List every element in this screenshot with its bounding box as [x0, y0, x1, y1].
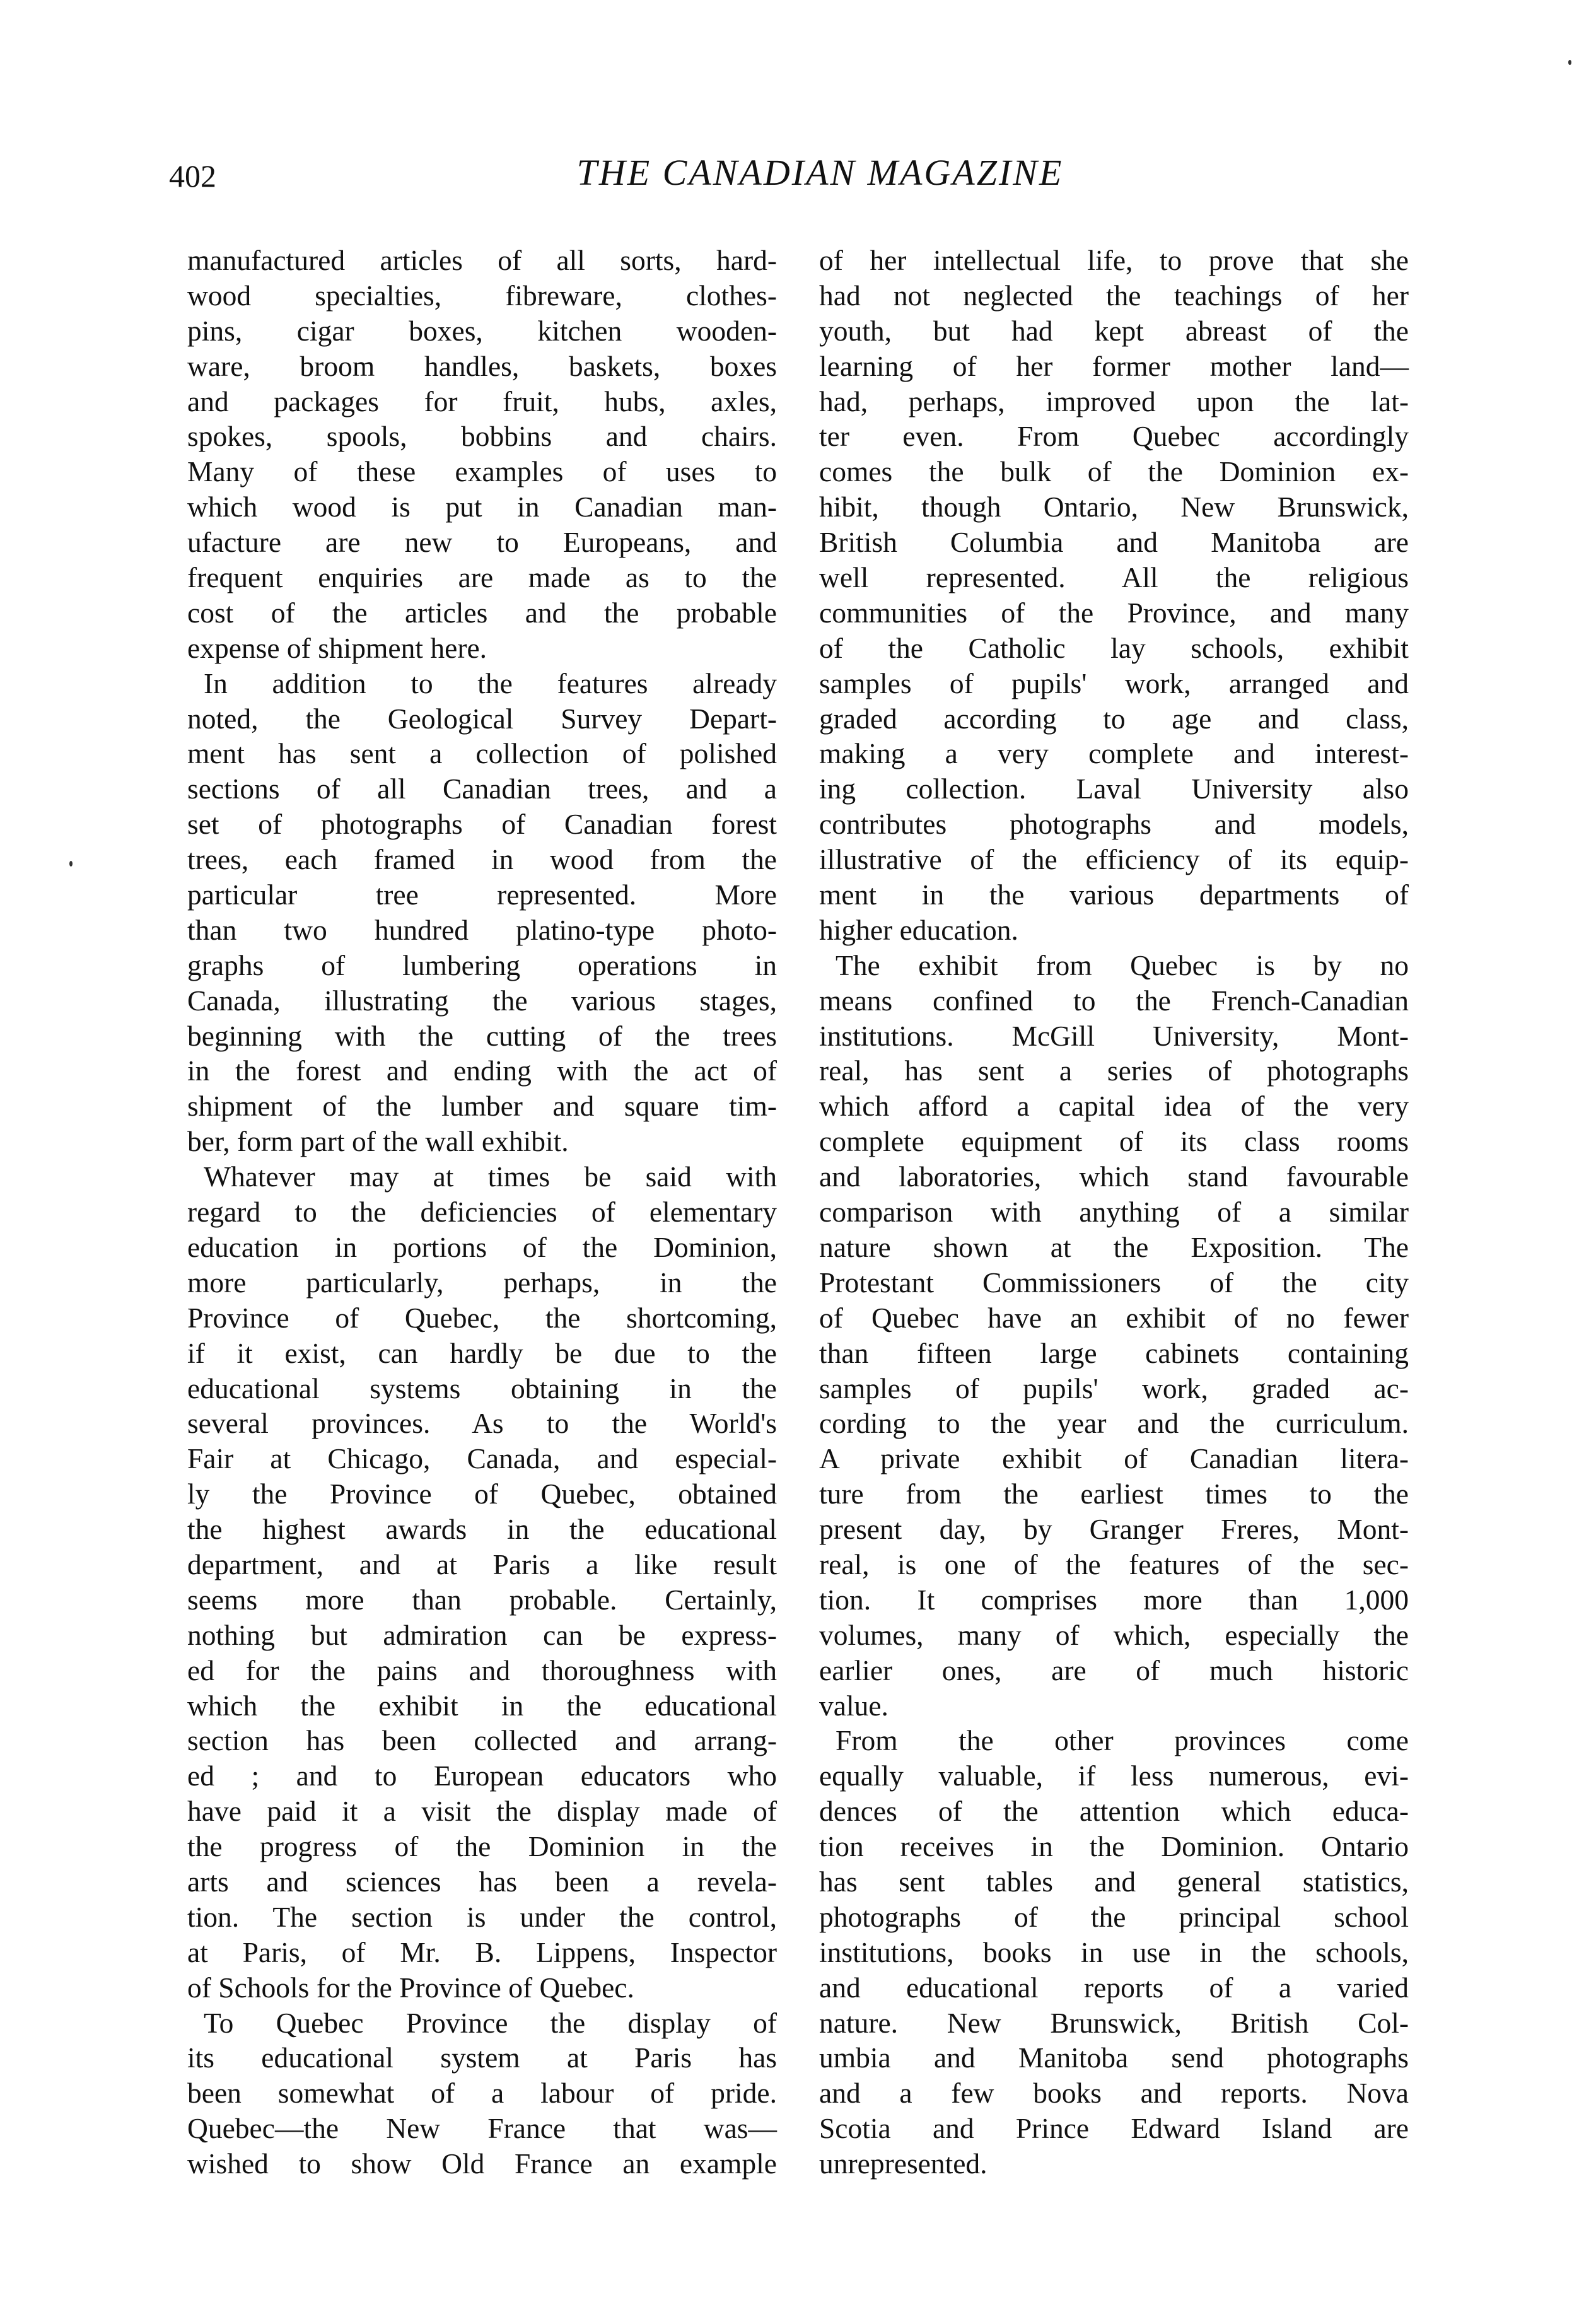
text-line: cording to the year and the curriculum. [819, 1407, 1409, 1440]
text-line: and laboratories, which stand favourable [819, 1160, 1409, 1193]
text-line: nature. New Brunswick, British Col- [819, 2006, 1409, 2039]
paragraph [187, 243, 777, 666]
text-line: frequent enquiries are made as to the [187, 561, 777, 594]
text-line: had, perhaps, improved upon the lat- [819, 385, 1409, 418]
text-line: Fair at Chicago, Canada, and especial- [187, 1442, 777, 1475]
text-line: of her intellectual life, to prove that she [819, 244, 1409, 276]
text-line: youth, but had kept abreast of the [819, 314, 1409, 347]
text-line: graphs of lumbering operations in [187, 949, 777, 981]
text-line: of the Catholic lay schools, exhibit [819, 631, 1409, 664]
text-line: real, is one of the features of the sec- [819, 1548, 1409, 1580]
text-line: illustrative of the efficiency of its equip- [819, 843, 1409, 876]
text-line: section has been collected and arrang- [187, 1724, 777, 1757]
text-line: Protestant Commissioners of the city [819, 1266, 1409, 1299]
text-line: has sent tables and general statistics, [819, 1865, 1409, 1898]
text-line: volumes, many of which, especially the [819, 1618, 1409, 1651]
text-line: beginning with the cutting of the trees [187, 1019, 777, 1052]
text-line: A private exhibit of Canadian litera- [819, 1442, 1409, 1475]
text-line: British Columbia and Manitoba are [819, 526, 1409, 559]
paragraph [187, 2006, 777, 2181]
text-line: trees, each framed in wood from the [187, 843, 777, 876]
text-line: graded according to age and class, [819, 702, 1409, 735]
text-line: than two hundred platino-type photo- [187, 913, 777, 946]
text-line: present day, by Granger Freres, Mont- [819, 1513, 1409, 1546]
text-line: In addition to the features already [204, 667, 777, 699]
text-line: wood specialties, fibreware, clothes- [187, 279, 777, 312]
text-line: at Paris, of Mr. B. Lippens, Inspector [187, 1936, 777, 1968]
text-line: ber, form part of the wall exhibit. [187, 1125, 569, 1158]
text-line: have paid it a visit the display made of [187, 1795, 777, 1828]
text-line: particular tree represented. More [187, 879, 777, 911]
text-line: ed ; and to European educators who [187, 1760, 777, 1792]
text-line: value. [819, 1689, 888, 1722]
text-line: ufacture are new to Europeans, and [187, 526, 777, 559]
text-line: samples of pupils' work, graded ac- [819, 1372, 1409, 1404]
text-line: Whatever may at times be said with [204, 1160, 777, 1193]
text-line: ter even. From Quebec accordingly [819, 420, 1409, 453]
text-line: learning of her former mother land— [819, 349, 1409, 382]
text-line: nature shown at the Exposition. The [819, 1230, 1409, 1263]
text-line: From the other provinces come [836, 1724, 1409, 1757]
text-line: Quebec—the New France that was— [187, 2112, 777, 2145]
text-line: education in portions of the Dominion, [187, 1230, 777, 1263]
text-line: manufactured articles of all sorts, hard- [187, 244, 777, 276]
text-line: of Quebec have an exhibit of no fewer [819, 1301, 1409, 1334]
text-line: comes the bulk of the Dominion ex- [819, 455, 1409, 488]
text-line: communities of the Province, and many [819, 596, 1409, 629]
text-line: had not neglected the teachings of her [819, 279, 1409, 312]
text-line: institutions, books in use in the schools, [819, 1936, 1409, 1968]
text-line: the highest awards in the educational [187, 1513, 777, 1546]
paragraph [819, 243, 1409, 948]
text-line: and packages for fruit, hubs, axles, [187, 385, 777, 418]
text-line: noted, the Geological Survey Depart- [187, 702, 777, 735]
text-line: comparison with anything of a similar [819, 1196, 1409, 1229]
text-line: Many of these examples of uses to [187, 455, 777, 488]
paragraph [187, 1159, 777, 2005]
left-column [187, 243, 777, 2181]
text-line: making a very complete and interest- [819, 737, 1409, 770]
text-line: unrepresented. [819, 2147, 987, 2180]
text-line: and educational reports of a varied [819, 1971, 1409, 2004]
text-line: hibit, though Ontario, New Brunswick, [819, 491, 1409, 523]
text-line: of Schools for the Province of Quebec. [187, 1971, 634, 2004]
text-line: ed for the pains and thoroughness with [187, 1654, 777, 1686]
text-line: seems more than probable. Certainly, [187, 1583, 777, 1616]
scan-speck [69, 861, 73, 867]
text-line: wished to show Old France an example [187, 2147, 777, 2180]
text-line: several provinces. As to the World's [187, 1407, 777, 1440]
text-line: tion receives in the Dominion. Ontario [819, 1830, 1409, 1863]
text-line: if it exist, can hardly be due to the [187, 1336, 777, 1369]
paragraph [187, 666, 777, 1159]
text-line: ly the Province of Quebec, obtained [187, 1478, 777, 1510]
text-line: spokes, spools, bobbins and chairs. [187, 420, 777, 453]
text-line: dences of the attention which educa- [819, 1795, 1409, 1828]
text-line: ture from the earliest times to the [819, 1478, 1409, 1510]
text-line: ment has sent a collection of polished [187, 737, 777, 770]
text-line: and a few books and reports. Nova [819, 2077, 1409, 2110]
text-line: in the forest and ending with the act of [187, 1054, 777, 1087]
text-line: tion. The section is under the control, [187, 1900, 777, 1933]
text-line: shipment of the lumber and square tim- [187, 1090, 777, 1123]
text-line: Canada, illustrating the various stages, [187, 984, 777, 1017]
text-line: Province of Quebec, the shortcoming, [187, 1301, 777, 1334]
text-line: more particularly, perhaps, in the [187, 1266, 777, 1299]
text-line: which wood is put in Canadian man- [187, 491, 777, 523]
text-line: arts and sciences has been a revela- [187, 1865, 777, 1898]
text-line: expense of shipment here. [187, 631, 487, 664]
right-column [819, 243, 1409, 2181]
text-line: its educational system at Paris has [187, 2041, 777, 2074]
text-line: department, and at Paris a like result [187, 1548, 777, 1580]
text-line: institutions. McGill University, Mont- [819, 1019, 1409, 1052]
text-line: higher education. [819, 913, 1018, 946]
paragraph [819, 1723, 1409, 2181]
text-line: Scotia and Prince Edward Island are [819, 2112, 1409, 2145]
text-line: the progress of the Dominion in the [187, 1830, 777, 1863]
text-line: well represented. All the religious [819, 561, 1409, 594]
text-line: contributes photographs and models, [819, 808, 1409, 841]
text-line: sections of all Canadian trees, and a [187, 773, 777, 805]
text-line: ware, broom handles, baskets, boxes [187, 349, 777, 382]
scan-speck [1568, 60, 1571, 65]
text-line: samples of pupils' work, arranged and [819, 667, 1409, 699]
text-line: educational systems obtaining in the [187, 1372, 777, 1404]
text-line: than fifteen large cabinets containing [819, 1336, 1409, 1369]
text-line: nothing but admiration can be express- [187, 1618, 777, 1651]
page-number: 402 [169, 158, 216, 194]
text-line: been somewhat of a labour of pride. [187, 2077, 777, 2110]
text-line: tion. It comprises more than 1,000 [819, 1583, 1409, 1616]
text-line: real, has sent a series of photographs [819, 1054, 1409, 1087]
text-line: equally valuable, if less numerous, evi- [819, 1760, 1409, 1792]
text-line: photographs of the principal school [819, 1900, 1409, 1933]
text-line: regard to the deficiencies of elementary [187, 1196, 777, 1229]
running-head-title: THE CANADIAN MAGAZINE [576, 152, 1064, 193]
text-line: cost of the articles and the probable [187, 596, 777, 629]
text-line: means confined to the French-Canadian [819, 984, 1409, 1017]
text-line: pins, cigar boxes, kitchen wooden- [187, 314, 777, 347]
text-line: which the exhibit in the educational [187, 1689, 777, 1722]
text-line: complete equipment of its class rooms [819, 1125, 1409, 1158]
text-line: The exhibit from Quebec is by no [836, 949, 1409, 981]
text-line: To Quebec Province the display of [204, 2006, 777, 2039]
text-line: ing collection. Laval University also [819, 773, 1409, 805]
text-line: which afford a capital idea of the very [819, 1090, 1409, 1123]
text-line: earlier ones, are of much historic [819, 1654, 1409, 1686]
paragraph [819, 948, 1409, 1724]
text-line: set of photographs of Canadian forest [187, 808, 777, 841]
text-line: umbia and Manitoba send photographs [819, 2041, 1409, 2074]
text-line: ment in the various departments of [819, 879, 1409, 911]
